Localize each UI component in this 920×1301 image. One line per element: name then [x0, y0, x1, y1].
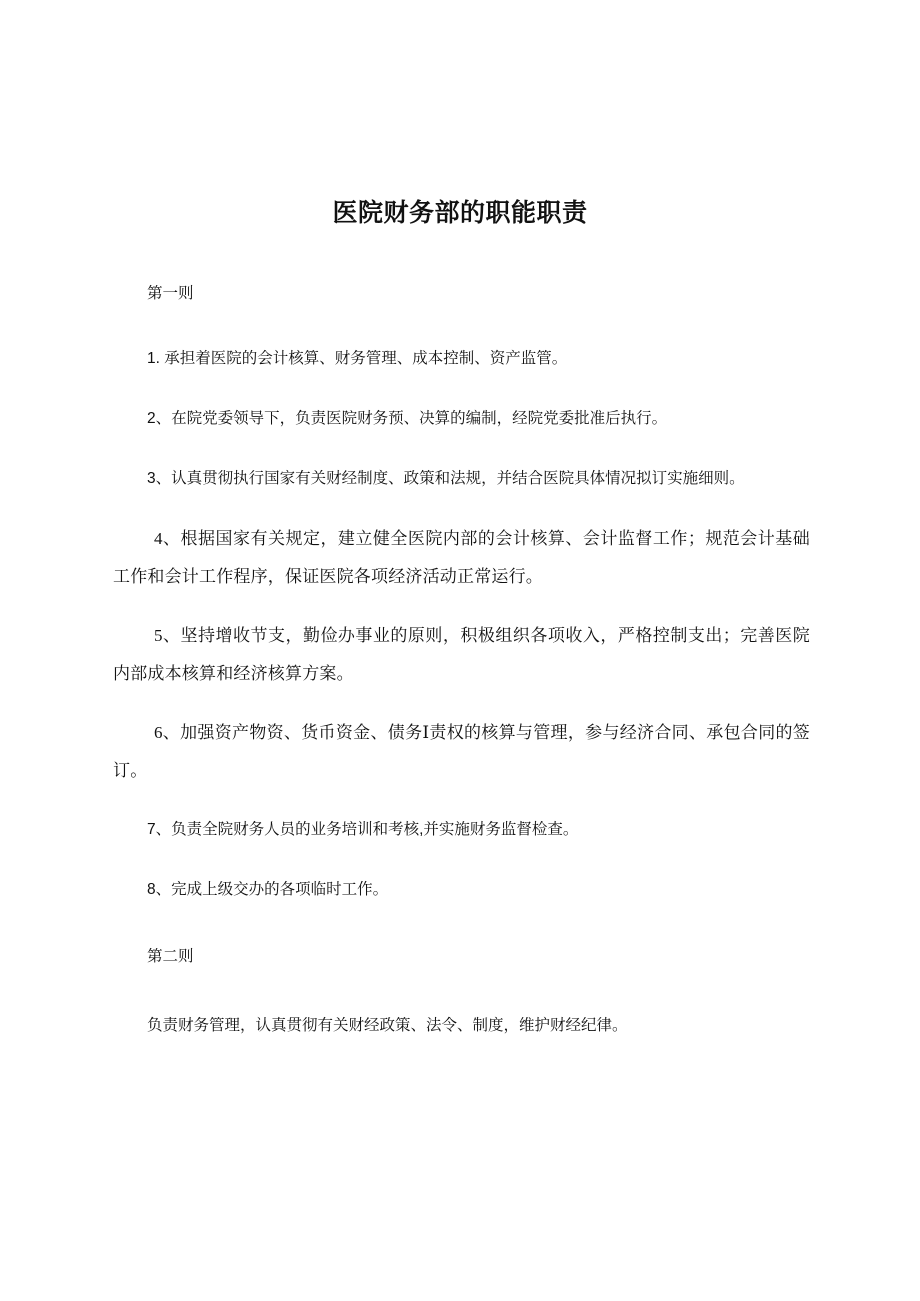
list-item: 7、负责全院财务人员的业务培训和考核,并实施财务监督检查。: [147, 821, 579, 838]
spacer: [110, 969, 810, 1007]
spacer: [110, 909, 810, 945]
section-heading-1: 第一则: [147, 285, 194, 302]
paragraph: 负责财务管理，认真贯彻有关财经政策、法令、制度，维护财经纪律。: [147, 1017, 628, 1034]
list-item: 3、认真贯彻执行国家有关财经制度、政策和法规，并结合医院具体情况拟订实施细则。: [147, 470, 745, 487]
spacer: [110, 596, 810, 617]
spacer: [110, 849, 810, 871]
list-item: 6、加强资产物资、货币资金、债务Ⅰ责权的核算与管理，参与经济合同、承包合同的签订。: [113, 723, 810, 780]
list-item: 1. 承担着医院的会计核算、财务管理、成本控制、资产监管。: [147, 350, 568, 367]
spacer: [110, 693, 810, 714]
spacer: [110, 438, 810, 460]
list-item: 5、坚持增收节支，勤俭办事业的原则，积极组织各项收入，严格控制支出；完善医院内部成本核算和经济核算方案。: [113, 626, 810, 683]
spacer: [110, 790, 810, 811]
document-body: [110, 0, 810, 1045]
spacer: [110, 306, 810, 340]
spacer: [110, 230, 810, 282]
section-heading-2: 第二则: [147, 948, 194, 965]
list-item: 2、在院党委领导下，负责医院财务预、决算的编制，经院党委批准后执行。: [147, 410, 668, 427]
list-item: 4、根据国家有关规定，建立健全医院内部的会计核算、会计监督工作；规范会计基础工作和会计工作程序，保证医院各项经济活动正常运行。: [113, 529, 810, 586]
spacer: [110, 378, 810, 400]
page-title: 医院财务部的职能职责: [332, 199, 588, 227]
spacer: [110, 498, 810, 520]
list-item: 8、完成上级交办的各项临时工作。: [147, 881, 389, 898]
